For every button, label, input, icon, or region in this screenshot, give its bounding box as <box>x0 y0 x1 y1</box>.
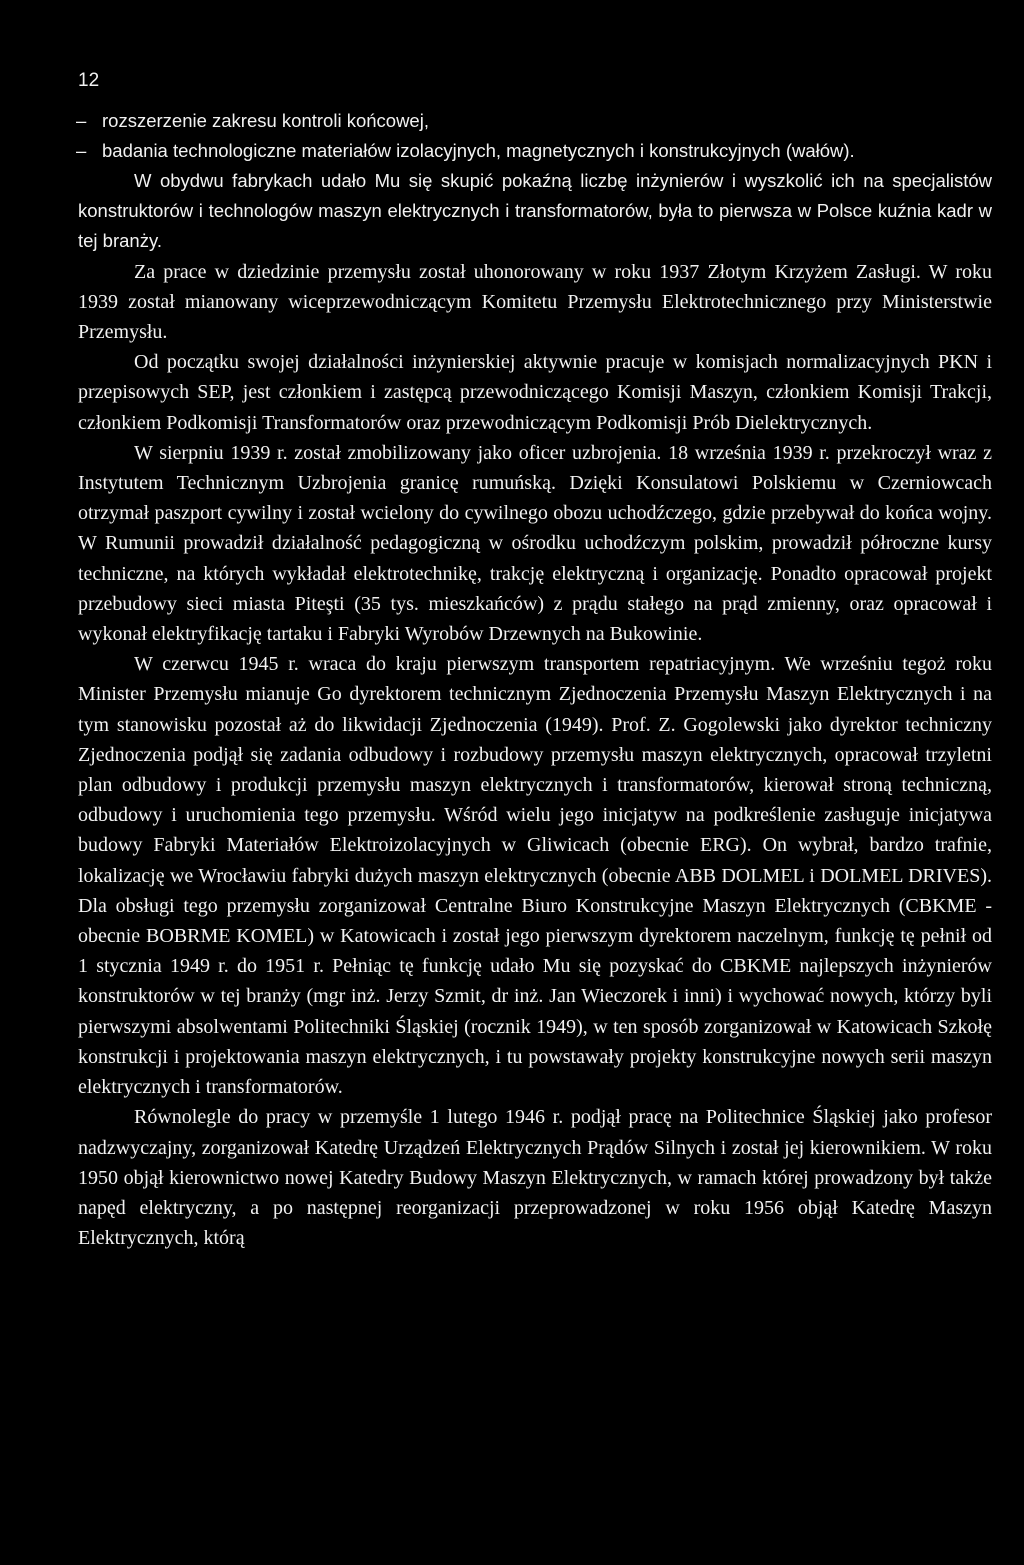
paragraph: W sierpniu 1939 r. został zmobilizowany jako oficer uzbrojenia. 18 września 1939 r. przekroczył wraz z Instytutem Technicznym Uzbrojenia granicę rumuńską. Dzięki Konsulatowi Polskiemu w Czerniowcach otrzymał paszport cywilny i został wcielony do cywilnego obozu uchodźczego, gdzie przebywał do końca wojny. W Rumunii prowadził działalność pedagogiczną w ośrodku uchodźczym polskim, prowadził półroczne kursy techniczne, na których wykładał elektrotechnikę, trakcję elektryczną i organizację. Ponadto opracował projekt przebudowy sieci miasta Piteşti (35 tys. mieszkańców) z prądu stałego na prąd zmienny, oraz opracował i wykonał elektryfikację tartaku i Fabryki Wyrobów Drzewnych na Bukowinie. <box>78 441 992 646</box>
bullet-list <box>78 106 992 166</box>
list-item <box>78 106 992 136</box>
paragraph: W obydwu fabrykach udało Mu się skupić pokaźną liczbę inżynierów i wyszkolić ich na specjalistów konstruktorów i technologów maszyn elektrycznych i transformatorów, była to pierwsza w Polsce kuźnia kadr w tej branży. <box>78 170 992 252</box>
paragraph: Równolegle do pracy w przemyśle 1 lutego 1946 r. podjął pracę na Politechnice Śląskiej jako profesor nadzwyczajny, zorganizował Katedrę Urządzeń Elektrycznych Prądów Silnych i został jej kierownikiem. W roku 1950 objął kierownictwo nowej Katedry Budowy Maszyn Elektrycznych, w ramach której prowadzony był także napęd elektryczny, a po następnej reorganizacji przeprowadzonej w roku 1956 objął Katedrę Maszyn Elektrycznych, którą <box>78 1106 992 1250</box>
document-page <box>78 68 992 1253</box>
page-number: 12 <box>78 70 100 91</box>
list-item-text: badania technologiczne materiałów izolacyjnych, magnetycznych i konstrukcyjnych (wałów). <box>102 140 855 161</box>
paragraph: Od początku swojej działalności inżynierskiej aktywnie pracuje w komisjach normalizacyjnych PKN i przepisowych SEP, jest członkiem i zastępcą przewodniczącego Komisji Maszyn, członkiem Komisji Trakcji, członkiem Podkomisji Transformatorów oraz przewodniczącym Podkomisji Prób Dielektrycznych. <box>78 351 992 434</box>
paragraph: W czerwcu 1945 r. wraca do kraju pierwszym transportem repatriacyjnym. We wrześniu tegoż roku Minister Przemysłu mianuje Go dyrektorem technicznym Zjednoczenia Przemysłu Maszyn Elektrycznych i na tym stanowisku pozostał aż do likwidacji Zjednoczenia (1949). Prof. Z. Gogolewski jako dyrektor techniczny Zjednoczenia podjął się zadania odbudowy i rozbudowy przemysłu maszyn elektrycznych, opracował trzyletni plan odbudowy i produkcji przemysłu maszyn elektrycznych i transformatorów, kierował stroną techniczną, odbudowy i uruchomienia tego przemysłu. Wśród wielu jego inicjatyw na podkreślenie zasługuje inicjatywa budowy Fabryki Materiałów Elektroizolacyjnych w Gliwicach (obecnie ERG). On wybrał, bardzo trafnie, lokalizację we Wrocławiu fabryki dużych maszyn elektrycznych (obecnie ABB DOLMEL i DOLMEL DRIVES). Dla obsługi tego przemysłu zorganizował Centralne Biuro Konstrukcyjne Maszyn Elektrycznych (CBKME - obecnie BOBRME KOMEL) w Katowicach i został jego pierwszym dyrektorem naczelnym, funkcję tę pełnił od 1 stycznia 1949 r. do 1951 r. Pełniąc tę funkcję udało Mu się pozyskać do CBKME najlepszych inżynierów konstruktorów w tej branży (mgr inż. Jerzy Szmit, dr inż. Jan Wieczorek i inni) i wychować nowych, którzy byli pierwszymi absolwentami Politechniki Śląskiej (rocznik 1949), w ten sposób zorganizował w Katowicach Szkołę konstrukcji i projektowania maszyn elektrycznych, i tu powstawały projekty konstrukcyjne nowych serii maszyn elektrycznych i transformatorów. <box>78 653 992 1099</box>
dash-marker: – <box>76 110 87 131</box>
list-item-text: rozszerzenie zakresu kontroli końcowej, <box>102 110 429 131</box>
paragraph: Za prace w dziedzinie przemysłu został uhonorowany w roku 1937 Złotym Krzyżem Zasługi. W roku 1939 został mianowany wiceprzewodniczącym Komitetu Przemysłu Elektrotechnicznego przy Ministerstwie Przemysłu. <box>78 260 992 344</box>
dash-marker: – <box>76 140 87 161</box>
list-item <box>78 136 992 166</box>
